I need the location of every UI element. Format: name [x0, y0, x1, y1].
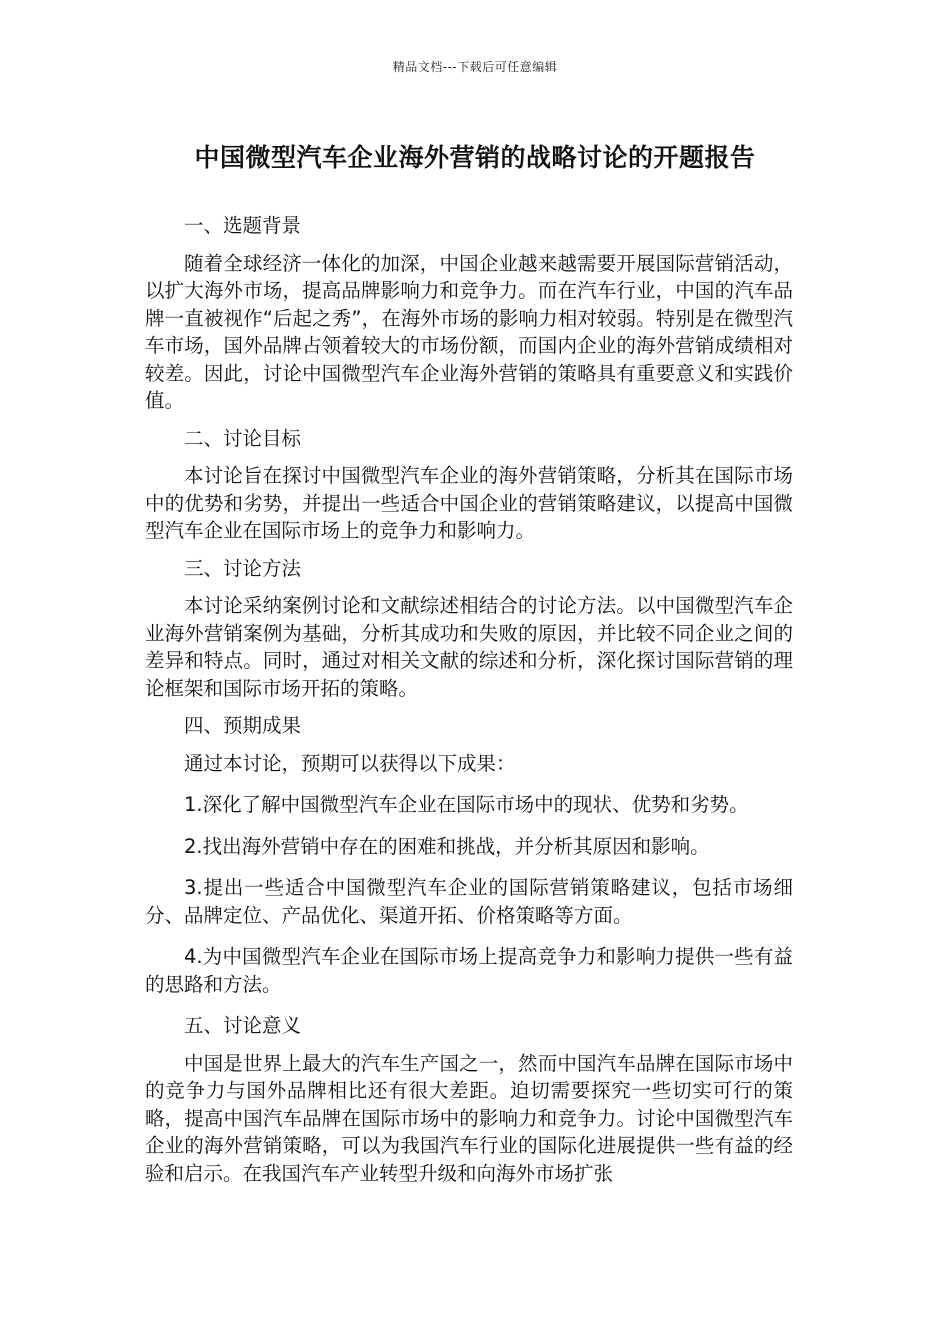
- header-note: 精品文档---下载后可任意编辑: [392, 60, 558, 74]
- document-title: 中国微型汽车企业海外营销的战略讨论的开题报告: [194, 143, 756, 172]
- section-heading: 五、讨论意义: [184, 1014, 302, 1037]
- section-heading: 四、预期成果: [184, 714, 302, 737]
- section-heading: 三、讨论方法: [184, 556, 302, 580]
- list-item: 3.提出一些适合中国微型汽车企业的国际营销策略建议，包括市场细分、品牌定位、产品优化、渠道开拓、价格策略等方面。: [145, 876, 793, 927]
- list-item: 1.深化了解中国微型汽车企业在国际市场中的现状、优势和劣势。: [184, 793, 749, 816]
- section-paragraph: 随着全球经济一体化的加深，中国企业越来越需要开展国际营销活动，以扩大海外市场，提高品牌影响力和竞争力。而在汽车行业，中国的汽车品牌一直被视作“后起之秀”，在海外市场的影响力相对较弱。特别是在微型汽车市场，国外品牌占领着较大的市场份额，而国内企业的海外营销成绩相对较差。因此，讨论中国微型汽车企业海外营销的策略具有重要意义和实践价值。: [145, 251, 793, 412]
- list-item: 2.找出海外营销中存在的困难和挑战，并分析其原因和影响。: [184, 834, 710, 858]
- section-intro: 通过本讨论，预期可以获得以下成果：: [184, 751, 516, 775]
- section-paragraph: 本讨论采纳案例讨论和文献综述相结合的讨论方法。以中国微型汽车企业海外营销案例为基础，分析其成功和失败的原因，并比较不同企业之间的差异和特点。同时，通过对相关文献的综述和分析，深化探讨国际营销的理论框架和国际市场开拓的策略。: [145, 594, 793, 700]
- list-item: 4.为中国微型汽车企业在国际市场上提高竞争力和影响力提供一些有益的思路和方法。: [145, 945, 793, 996]
- section-heading: 二、讨论目标: [184, 426, 302, 450]
- section-heading: 一、选题背景: [184, 214, 302, 237]
- document-body: [145, 212, 793, 1197]
- section-paragraph: 本讨论旨在探讨中国微型汽车企业的海外营销策略，分析其在国际市场中的优势和劣势，并提出一些适合中国企业的营销策略建议，以提高中国微型汽车企业在国际市场上的竞争力和影响力。: [145, 464, 793, 542]
- section-paragraph: 中国是世界上最大的汽车生产国之一，然而中国汽车品牌在国际市场中的竞争力与国外品牌相比还有很大差距。迫切需要探究一些切实可行的策略，提高中国汽车品牌在国际市场中的影响力和竞争力。讨论中国微型汽车企业的海外营销策略，可以为我国汽车行业的国际化进展提供一些有益的经验和启示。在我国汽车产业转型升级和向海外市场扩张: [145, 1051, 793, 1185]
